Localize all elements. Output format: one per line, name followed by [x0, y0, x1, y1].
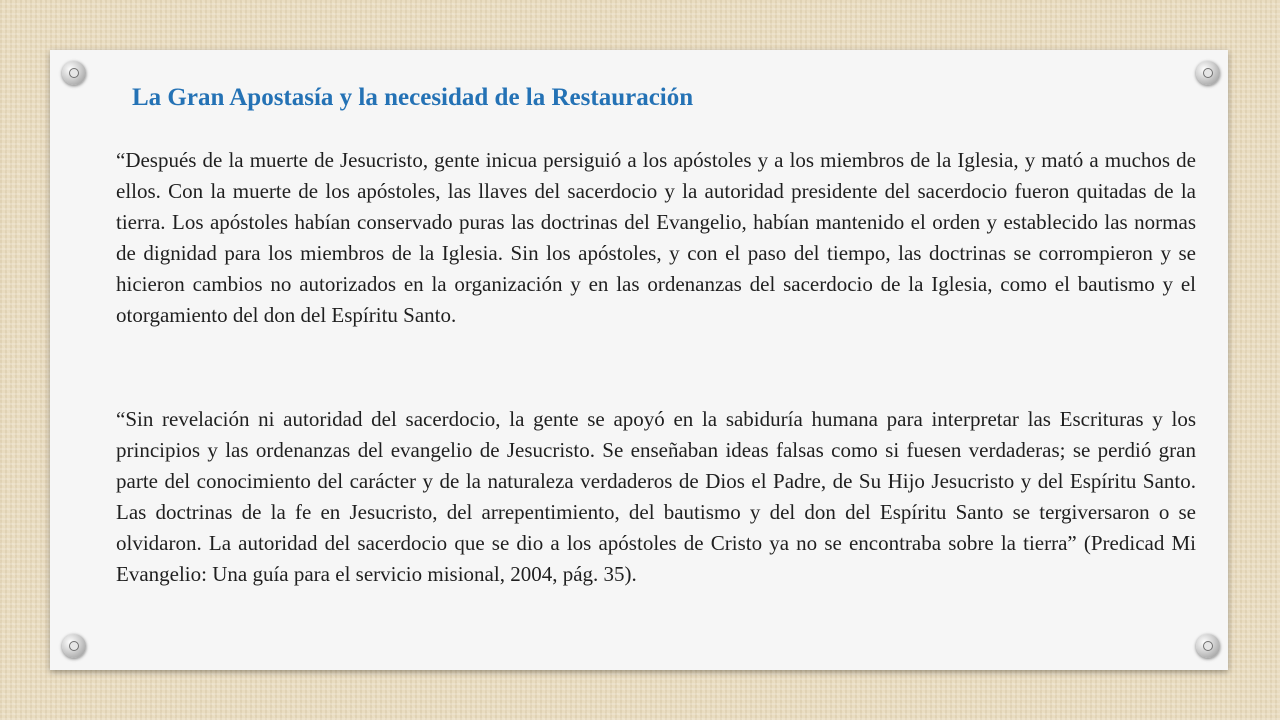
quote-paragraph-2: “Sin revelación ni autoridad del sacerdocio, la gente se apoyó en la sabiduría humana para interpretar las Escrituras y los principios y las ordenanzas del evangelio de Jesucristo. Se enseñaban ideas falsas como si fuesen verdaderas; se perdió gran parte del conocimiento del carácter y de la naturaleza verdaderos de Dios el Padre, de Su Hijo Jesucristo y del Espíritu Santo. Las doctrinas de la fe en Jesucristo, del arrepentimiento, del bautismo y del don del Espíritu Santo se tergiversaron o se olvidaron. La autoridad del sacerdocio que se dio a los apóstoles de Cristo ya no se encontraba sobre la tierra” (Predicad Mi Evangelio: Una guía para el servicio misional, 2004, pág. 35). [116, 407, 1196, 586]
slide-title: La Gran Apostasía y la necesidad de la Restauración [132, 84, 694, 111]
pin-icon [62, 634, 86, 658]
pin-icon [1196, 61, 1220, 85]
pin-icon [62, 61, 86, 85]
quote-paragraph-1: “Después de la muerte de Jesucristo, gente inicua persiguió a los apóstoles y a los miembros de la Iglesia, y mató a muchos de ellos. Con la muerte de los apóstoles, las llaves del sacerdocio y la autoridad presidente del sacerdocio fueron quitadas de la tierra. Los apóstoles habían conservado puras las doctrinas del Evangelio, habían mantenido el orden y establecido las normas de dignidad para los miembros de la Iglesia. Sin los apóstoles, y con el paso del tiempo, las doctrinas se corrompieron y se hicieron cambios no autorizados en la organización y en las ordenanzas del sacerdocio de la Iglesia, como el bautismo y el otorgamiento del don del Espíritu Santo. [116, 148, 1196, 327]
pin-icon [1196, 634, 1220, 658]
